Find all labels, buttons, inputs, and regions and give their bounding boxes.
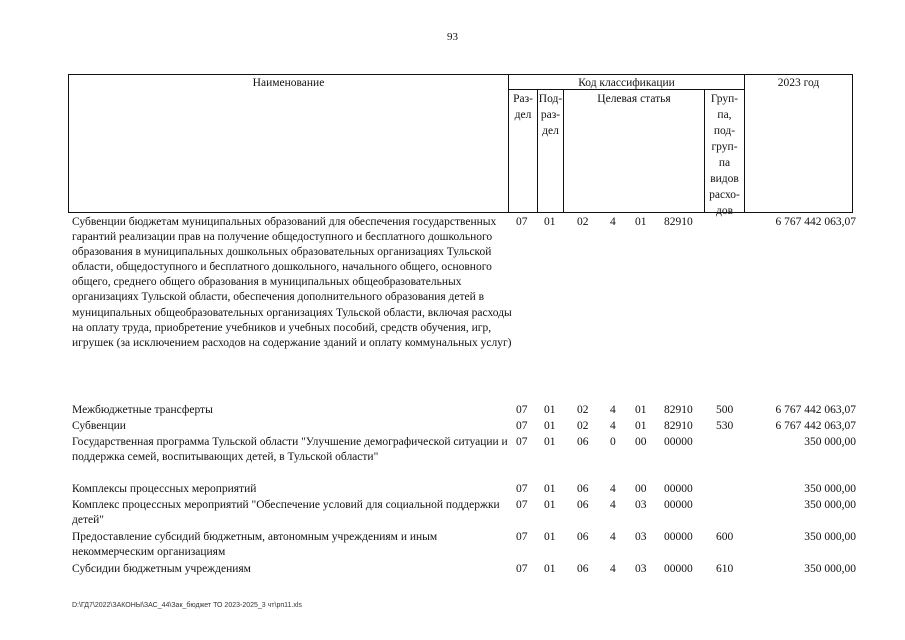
row-c2: 4 xyxy=(610,483,616,495)
header-podrazdel xyxy=(538,91,563,139)
row-c1: 06 xyxy=(577,531,589,543)
row-c1: 02 xyxy=(577,420,589,432)
row-podrazdel: 01 xyxy=(544,404,556,416)
page-number: 93 xyxy=(447,31,458,43)
row-c2: 4 xyxy=(610,531,616,543)
row-razdel: 07 xyxy=(516,563,528,575)
row-razdel: 07 xyxy=(516,420,528,432)
header-razdel-line: дел xyxy=(514,109,532,121)
row-podrazdel: 01 xyxy=(544,499,556,511)
row-c2: 4 xyxy=(610,216,616,228)
row-name: Межбюджетные трансферты xyxy=(72,404,213,416)
header-group-line: па xyxy=(718,157,731,169)
row-c4: 00000 xyxy=(664,531,693,543)
row-c3: 03 xyxy=(635,563,647,575)
header-group xyxy=(705,91,744,219)
header-group-line: па, xyxy=(717,109,732,121)
row-c3: 01 xyxy=(635,420,647,432)
row-podrazdel: 01 xyxy=(544,531,556,543)
row-c2: 4 xyxy=(610,563,616,575)
row-c4: 00000 xyxy=(664,499,693,511)
row-name: Предоставление субсидий бюджетным, автономным учреждениям и иным некоммерческим организациям xyxy=(72,531,438,559)
row-c3: 03 xyxy=(635,499,647,511)
header-razdel-line: Раз- xyxy=(513,93,533,105)
header-name: Наименование xyxy=(252,77,325,89)
row-name: Комплекс процессных мероприятий "Обеспечение условий для социальной поддержки детей" xyxy=(72,499,500,527)
row-group: 500 xyxy=(716,404,734,416)
row-name: Государственная программа Тульской области "Улучшение демографической ситуации и поддержка семей, воспитывающих детей, в Тульской области" xyxy=(72,436,508,464)
row-podrazdel: 01 xyxy=(544,420,556,432)
row-amount: 350 000,00 xyxy=(804,531,856,543)
row-c1: 02 xyxy=(577,216,589,228)
row-razdel: 07 xyxy=(516,216,528,228)
header-podrazdel-line: дел xyxy=(542,125,559,137)
row-podrazdel: 01 xyxy=(544,216,556,228)
row-c4: 00000 xyxy=(664,563,693,575)
row-c2: 4 xyxy=(610,420,616,432)
row-c1: 06 xyxy=(577,483,589,495)
row-c3: 01 xyxy=(635,404,647,416)
row-c1: 06 xyxy=(577,499,589,511)
row-c4: 82910 xyxy=(664,216,693,228)
row-c4: 00000 xyxy=(664,483,693,495)
row-name: Субвенции xyxy=(72,420,126,432)
row-c2: 4 xyxy=(610,404,616,416)
row-razdel: 07 xyxy=(516,499,528,511)
row-c4: 82910 xyxy=(664,420,693,432)
row-group: 600 xyxy=(716,531,734,543)
header-group-line: груп- xyxy=(711,141,738,153)
row-c4: 82910 xyxy=(664,404,693,416)
header-code: Код классификации xyxy=(578,77,675,89)
header-group-line: дов xyxy=(715,205,734,217)
row-c2: 4 xyxy=(610,499,616,511)
header-podrazdel-line: раз- xyxy=(540,109,561,121)
left-border xyxy=(68,74,69,213)
row-podrazdel: 01 xyxy=(544,436,556,448)
row-razdel: 07 xyxy=(516,404,528,416)
row-c1: 06 xyxy=(577,436,589,448)
row-amount: 6 767 442 063,07 xyxy=(775,404,856,416)
row-group: 610 xyxy=(716,563,734,575)
row-c1: 06 xyxy=(577,563,589,575)
row-amount: 6 767 442 063,07 xyxy=(775,216,856,228)
row-amount: 350 000,00 xyxy=(804,436,856,448)
header-group-line: расхо- xyxy=(709,189,740,201)
row-amount: 350 000,00 xyxy=(804,483,856,495)
row-amount: 350 000,00 xyxy=(804,563,856,575)
row-c4: 00000 xyxy=(664,436,693,448)
row-c3: 00 xyxy=(635,436,647,448)
row-name: Субсидии бюджетным учреждениям xyxy=(72,563,251,575)
header-group-line: видов xyxy=(710,173,739,185)
header-group-line: Груп- xyxy=(710,93,739,105)
file-path: D:\ГД7\2022\ЗАКОНЫ\ЗАС_44\Зак_бюджет ТО 2023-2025_3 чт\рп11.xls xyxy=(72,602,302,609)
row-name: Субвенции бюджетам муниципальных образований для обеспечения государственных гарантий реализации прав на получение общедоступного и бесплатного дошкольного образования в муниципальных дошкольных образовательных организациях Тульской области, общедоступного и бесплатного дошкольного, начального общего, основного общего, среднего общего образования в муниципальных общеобразовательных организациях Тульской области, обеспечения дополнительного образования детей в муниципальных общеобразовательных организациях Тульской области, включая расходы на оплату труда, приобретение учебников и учебных пособий, средств обучения, игр, игрушек (за исключением расходов на содержание зданий и оплату коммунальных услуг) xyxy=(72,216,512,349)
header-group-line: под- xyxy=(713,125,736,137)
row-podrazdel: 01 xyxy=(544,563,556,575)
row-podrazdel: 01 xyxy=(544,483,556,495)
row-group: 530 xyxy=(716,420,734,432)
header-razdel xyxy=(509,91,537,123)
right-border xyxy=(852,74,853,213)
row-c3: 03 xyxy=(635,531,647,543)
row-razdel: 07 xyxy=(516,436,528,448)
year-divider xyxy=(744,74,745,213)
row-c3: 01 xyxy=(635,216,647,228)
row-amount: 350 000,00 xyxy=(804,499,856,511)
header-target: Целевая статья xyxy=(597,93,671,105)
row-c2: 0 xyxy=(610,436,616,448)
header-podrazdel-line: Под- xyxy=(538,93,563,105)
podrazdel-divider xyxy=(563,89,564,213)
row-razdel: 07 xyxy=(516,531,528,543)
row-c1: 02 xyxy=(577,404,589,416)
row-name: Комплексы процессных мероприятий xyxy=(72,483,257,495)
header-year: 2023 год xyxy=(777,77,820,89)
row-c3: 00 xyxy=(635,483,647,495)
row-razdel: 07 xyxy=(516,483,528,495)
row-amount: 6 767 442 063,07 xyxy=(775,420,856,432)
